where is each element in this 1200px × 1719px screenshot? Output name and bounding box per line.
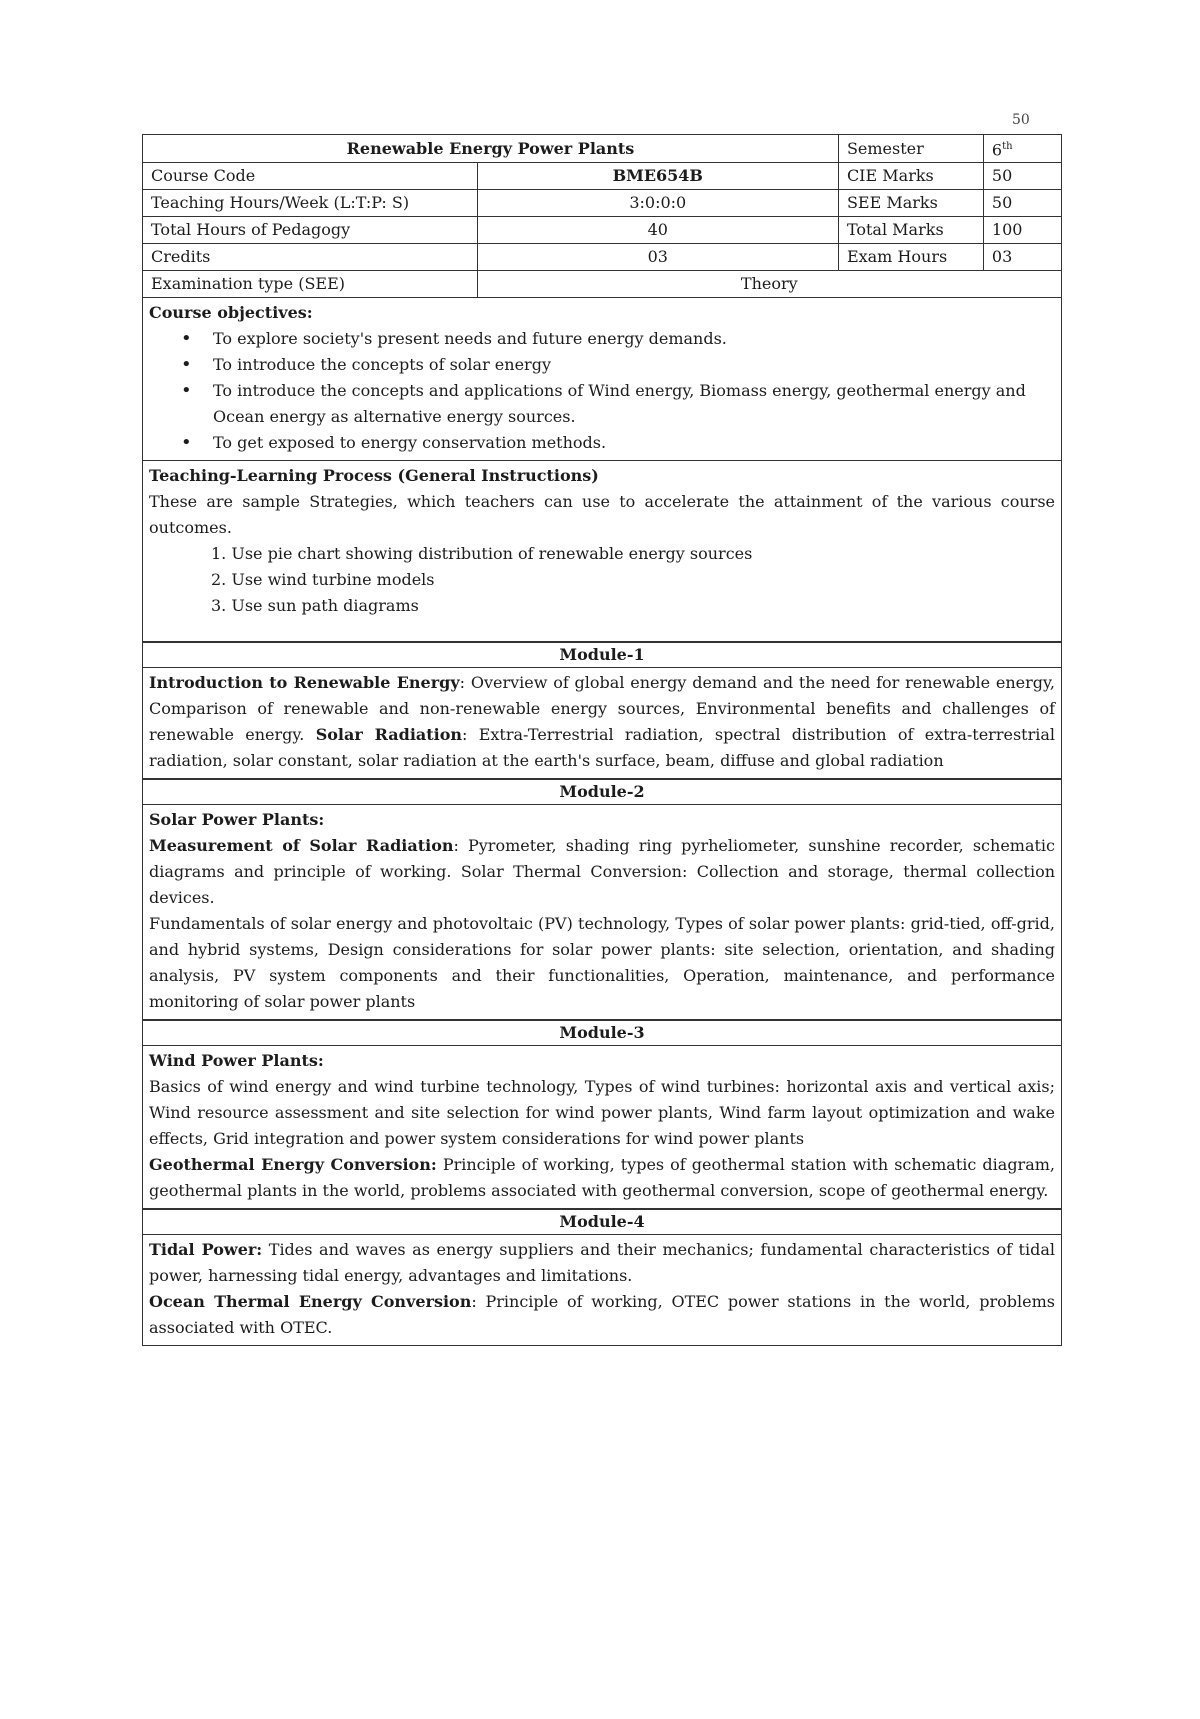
info-key: Exam Hours	[838, 244, 983, 271]
list-item: • To get exposed to energy conservation methods.	[209, 430, 1055, 456]
topic-text: : Extra-Terrestrial radiation, spectral distribution of extra-terrestrial radiation, solar constant, solar radiation at the earth's surface, beam, diffuse and global radiation	[149, 725, 1055, 771]
info-key: SEE Marks	[838, 190, 983, 217]
topic-text: : Principle of working, OTEC power stations in the world, problems associated with OTEC.	[149, 1292, 1055, 1338]
tlp-intro: These are sample Strategies, which teachers can use to accelerate the attainment of the various course outcomes.	[149, 492, 1055, 538]
info-value: Theory	[477, 271, 1061, 298]
module-2-text	[149, 833, 1055, 911]
list-item: 2. Use wind turbine models	[211, 570, 435, 590]
info-key: CIE Marks	[838, 163, 983, 190]
info-keyval: 100	[983, 217, 1061, 244]
module-2-text-2: Fundamentals of solar energy and photovoltaic (PV) technology, Types of solar power plants: grid-tied, off-grid, and hybrid systems, Design considerations for solar power plants: site selection, orientation, and shading analysis, PV system components and their functionalities, Operation, maintenance, and performance monitoring of solar power plants	[149, 914, 1055, 1012]
topic-heading: Measurement of Solar Radiation	[149, 836, 454, 856]
info-key: Semester	[838, 135, 983, 163]
module-3-heading: Module-3	[142, 1020, 1062, 1046]
info-keyval: 50	[983, 163, 1061, 190]
course-info-table	[142, 134, 1062, 298]
topic-heading: Introduction to Renewable Energy	[149, 673, 460, 693]
module-3-text-2	[149, 1152, 1055, 1204]
info-keyval: 03	[983, 244, 1061, 271]
module-4-heading: Module-4	[142, 1209, 1062, 1235]
topic-text: Tides and waves as energy suppliers and their mechanics; fundamental characteristics of tidal power, harnessing tidal energy, advantages and limitations.	[149, 1240, 1055, 1286]
topic-text: : Overview of global energy demand and the need for renewable energy, Comparison of renewable and non-renewable energy sources, Environmental benefits and challenges of renewable energy.	[149, 673, 1056, 745]
course-objectives	[142, 298, 1062, 461]
module-3-content	[142, 1046, 1062, 1209]
syllabus-sheet	[142, 134, 1062, 1346]
topic-heading: Geothermal Energy Conversion:	[149, 1155, 437, 1175]
table-row	[143, 217, 1062, 244]
tlp-heading: Teaching-Learning Process (General Instructions)	[149, 466, 599, 486]
info-label: Teaching Hours/Week (L:T:P: S)	[143, 190, 478, 217]
info-key: Total Marks	[838, 217, 983, 244]
tlp-list	[149, 541, 1055, 619]
list-item: 1. Use pie chart showing distribution of renewable energy sources	[211, 544, 753, 564]
table-row	[143, 135, 1062, 163]
module-2-subheading: Solar Power Plants:	[149, 810, 325, 830]
list-item: • To introduce the concepts of solar energy	[209, 352, 1055, 378]
course-title: Renewable Energy Power Plants	[143, 135, 839, 163]
info-label: Course Code	[143, 163, 478, 190]
module-3-text: Basics of wind energy and wind turbine technology, Types of wind turbines: horizontal axis and vertical axis; Wind resource assessment and site selection for wind power plants, Wind farm layout optimization and wake effects, Grid integration and power system considerations for wind power plants	[149, 1077, 1055, 1149]
objectives-heading: Course objectives:	[149, 303, 313, 323]
list-item: 3. Use sun path diagrams	[211, 596, 419, 616]
info-value: 40	[477, 217, 838, 244]
topic-text: : Pyrometer, shading ring pyrheliometer, sunshine recorder, schematic diagrams and principle of working. Solar Thermal Conversion: Collection and storage, thermal collection devices.	[149, 836, 1055, 908]
topic-heading: Solar Radiation	[315, 725, 463, 745]
module-4-text-2	[149, 1289, 1055, 1341]
page-number: 50	[1012, 112, 1030, 128]
info-keyval: 50	[983, 190, 1061, 217]
topic-text: Principle of working, types of geothermal station with schematic diagram, geothermal plants in the world, problems associated with geothermal conversion, scope of geothermal energy.	[149, 1155, 1056, 1201]
info-keyval: 6th	[983, 135, 1061, 163]
module-1-content	[142, 668, 1062, 779]
topic-heading: Tidal Power:	[149, 1240, 263, 1260]
info-value: BME654B	[477, 163, 838, 190]
module-2-content	[142, 805, 1062, 1020]
topic-heading: Ocean Thermal Energy Conversion	[149, 1292, 472, 1312]
module-3-subheading: Wind Power Plants:	[149, 1051, 324, 1071]
module-1-heading: Module-1	[142, 642, 1062, 668]
table-row	[143, 271, 1062, 298]
info-label: Examination type (SEE)	[143, 271, 478, 298]
list-item: • To explore society's present needs and future energy demands.	[209, 326, 1055, 352]
objectives-list	[149, 326, 1055, 456]
info-value: 3:0:0:0	[477, 190, 838, 217]
list-item: • To introduce the concepts and applications of Wind energy, Biomass energy, geothermal energy and Ocean energy as alternative energy sources.	[209, 378, 1055, 430]
module-4-content	[142, 1235, 1062, 1346]
teaching-learning-process	[142, 461, 1062, 642]
module-1-text	[149, 670, 1055, 774]
module-2-heading: Module-2	[142, 779, 1062, 805]
info-value: 03	[477, 244, 838, 271]
info-label: Total Hours of Pedagogy	[143, 217, 478, 244]
module-4-text	[149, 1237, 1055, 1289]
table-row	[143, 190, 1062, 217]
table-row	[143, 244, 1062, 271]
table-row	[143, 163, 1062, 190]
info-label: Credits	[143, 244, 478, 271]
